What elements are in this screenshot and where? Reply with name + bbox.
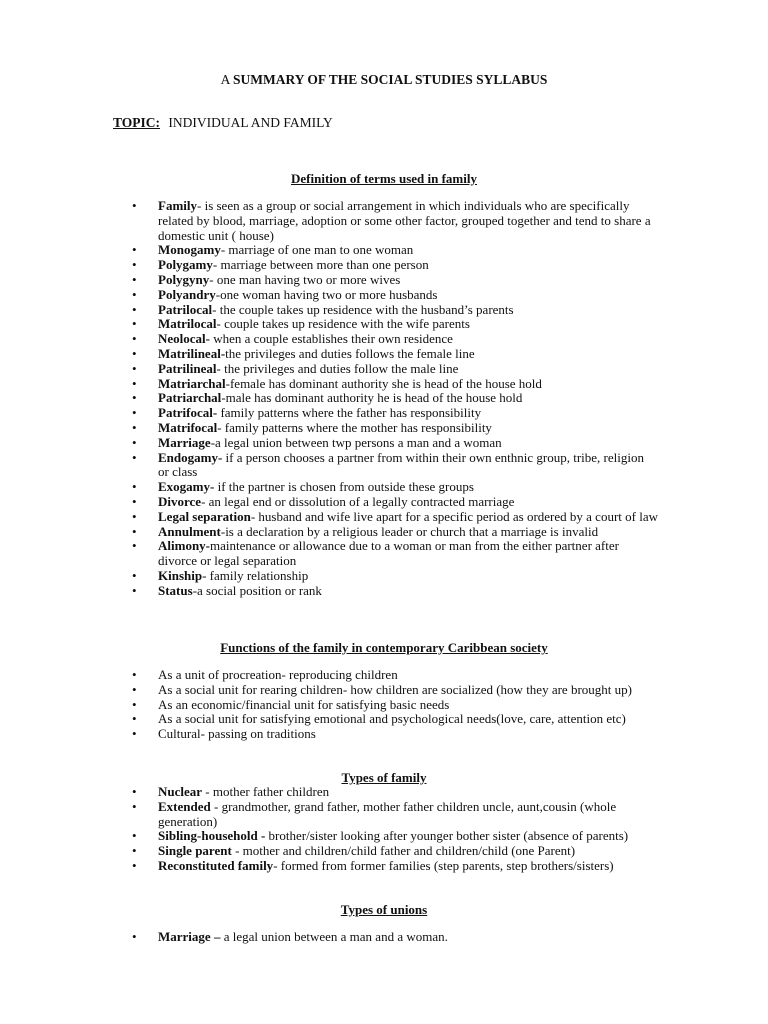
list-item [0,391,658,406]
term-description: As a social unit for satisfying emotional and psychological needs(love, care, attention etc) [158,711,626,727]
term-description: - husband and wife live apart for a specific period as ordered by a court of law [250,508,658,524]
definitions-heading: Definition of terms used in family [291,171,477,186]
term-description: - marriage between more than one person [212,257,429,273]
list-item [0,698,658,713]
list-item [0,406,658,421]
types-of-family-list [0,785,658,874]
term-description: -male has dominant authority he is head of the house hold [221,390,523,406]
types-of-unions-list [0,930,658,945]
list-item [0,451,658,481]
term-description: when a couple establishes their own residence [209,331,453,347]
list-item [0,258,658,273]
term-description: - formed from former families (step parents, step brothers/sisters) [273,857,614,873]
list-item [0,436,658,451]
term-description: maintenance or allowance due to a woman or man from the either partner after divorce or legal separation [158,538,619,569]
term-description: - family relationship [202,567,309,583]
term-description: - mother father children [202,784,330,799]
term-description: if the partner is chosen from outside these groups [214,479,474,495]
term-description: - family patterns where the mother has responsibility [217,419,492,435]
list-item [0,362,658,377]
term-label: Single parent [158,843,232,859]
list-item [0,539,658,569]
term-label: Polyandry [158,286,216,302]
term-label: Annulment [158,523,221,539]
term-label: Sibling-household - [158,828,266,844]
term-label: Extended [158,798,211,814]
list-item [0,859,658,874]
list-item [0,800,658,830]
list-item [0,347,658,362]
term-description: brother/sister looking after younger bother sister (absence of parents) [265,828,629,844]
term-label: Patrilineal [158,360,217,376]
term-label: Reconstituted family [158,857,274,873]
title-prefix: A [220,72,233,87]
term-label: Monogamy [158,242,221,258]
term-description: - couple takes up residence with the wife parents [216,316,470,332]
term-description: -is a declaration by a religious leader or church that a marriage is invalid [220,523,599,539]
list-item [0,199,658,243]
term-label: Matriarchal [158,375,226,391]
term-description: - grandmother, grand father, mother father children uncle, aunt,cousin (whole generation) [158,798,617,829]
term-description: - one man having two or more wives [209,271,401,287]
list-item [0,785,658,800]
term-description: - marriage of one man to one woman [220,242,414,258]
term-label: Nuclear [158,784,203,799]
topic-label: TOPIC: [113,115,161,130]
term-label: Divorce [158,493,202,509]
document-title [0,72,768,88]
term-label: Status [158,582,193,598]
term-description: - the couple takes up residence with the husband’s parents [212,301,514,317]
term-label: Neolocal- [158,331,210,347]
term-description: the privileges and duties follows the female line [225,345,475,361]
list-item [0,712,658,727]
types-of-family-heading: Types of family [341,770,427,785]
list-item [0,727,658,742]
term-description: -a legal union between twp persons a man and a woman [210,434,502,450]
list-item [0,495,658,510]
list-item [0,668,658,683]
list-item [0,844,658,859]
list-item [0,421,658,436]
functions-list [0,668,658,742]
term-label: Endogamy- [158,449,223,465]
term-label: Matrilineal- [158,345,226,361]
term-label: Polygamy [158,257,213,273]
list-item [0,683,658,698]
term-description: Cultural- passing on traditions [158,726,316,742]
list-item [0,377,658,392]
term-label: Exogamy- [158,479,215,495]
term-label: Matrilocal [158,316,217,332]
term-label: Patrifocal- [158,405,218,421]
term-label: Legal separation [158,508,251,524]
list-item [0,288,658,303]
term-label: Patriarchal [158,390,222,406]
list-item [0,569,658,584]
types-of-unions-heading: Types of unions [340,902,428,917]
list-item [0,243,658,258]
list-item [0,829,658,844]
term-label: Family [158,198,197,213]
list-item [0,584,658,599]
term-description: -female has dominant authority she is head of the house hold [225,375,542,391]
list-item [0,332,658,347]
term-description: if a person chooses a partner from within their own enthnic group, tribe, religion or class [158,449,644,480]
term-label: Alimony- [158,538,210,554]
functions-heading: Functions of the family in contemporary Caribbean society [220,640,548,655]
term-description: - mother and children/child father and children/child (one Parent) [231,843,576,859]
term-label: Patrilocal [158,301,213,317]
term-description: - an legal end or dissolution of a legally contracted marriage [201,493,515,509]
term-description: As a social unit for rearing children- how children are socialized (how they are brought up) [158,681,632,697]
list-item [0,930,658,945]
term-description: -one woman having two or more husbands [215,286,438,302]
term-label: Polygyny [158,271,210,287]
term-description: family patterns where the father has responsibility [217,405,482,421]
term-label: Marriage [158,434,211,450]
list-item [0,525,658,540]
term-label: Kinship [158,567,203,583]
title-main: SUMMARY OF THE SOCIAL STUDIES SYLLABUS [232,72,548,87]
term-label: Matrifocal [158,419,218,435]
topic-line [113,115,333,131]
term-description: As an economic/financial unit for satisfying basic needs [158,696,450,712]
term-label: Marriage – [158,929,221,944]
term-description: -a social position or rank [192,582,322,598]
list-item [0,317,658,332]
list-item [0,303,658,318]
term-description: - the privileges and duties follow the male line [216,360,459,376]
list-item [0,510,658,525]
term-description: - is seen as a group or social arrangement in which individuals who are specifically related by blood, marriage, adoption or some other factor, grouped together and tend to share a domestic unit ( house) [158,198,651,243]
definitions-list [0,199,658,599]
list-item [0,273,658,288]
term-description: As a unit of procreation- reproducing children [158,667,398,682]
term-description: a legal union between a man and a woman. [220,929,448,944]
topic-value: INDIVIDUAL AND FAMILY [168,115,333,130]
list-item [0,480,658,495]
